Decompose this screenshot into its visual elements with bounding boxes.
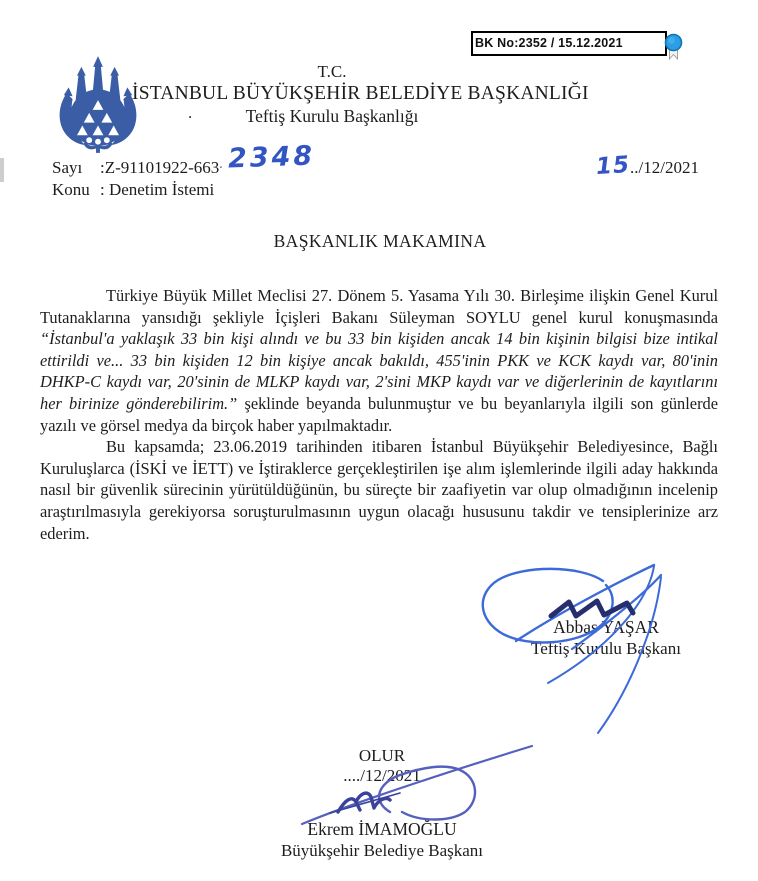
paragraph-1 xyxy=(40,285,718,436)
signer2-name: Ekrem İMAMOĞLU xyxy=(307,819,457,839)
signer2-title: Büyükşehir Belediye Başkanı xyxy=(280,841,484,860)
document-body xyxy=(40,285,718,544)
konu-value: : Denetim İstemi xyxy=(100,180,215,199)
approval-block xyxy=(282,746,482,786)
document-title: BAŞKANLIK MAKAMINA xyxy=(273,231,487,251)
sayi-handwritten-number: 2348 xyxy=(227,140,316,175)
date-handwritten-day: 15 xyxy=(595,151,631,181)
sayi-label: Sayı xyxy=(52,158,83,177)
approval-label: OLUR xyxy=(358,746,406,765)
document-date xyxy=(596,153,699,179)
ibb-logo xyxy=(54,56,142,154)
signer1-block xyxy=(456,616,756,660)
paragraph-1-lead: Türkiye Büyük Millet Meclisi 27. Dönem 5. Yasama Yılı 30. Birleşime ilişkin Genel Kurul Tutanaklarına yansıdığı şekliyle İçişleri Bakanı Süleyman SOYLU genel kurul konuşmasında xyxy=(40,286,718,327)
letterhead-dept: Teftiş Kurulu Başkanlığı xyxy=(245,106,419,126)
sayi-separator-dot: . xyxy=(219,156,223,172)
signer1-name: Abbas YAŞAR xyxy=(553,617,659,637)
konu-label: Konu xyxy=(52,180,90,199)
sayi-value: :Z-91101922-663 xyxy=(100,158,220,177)
paragraph-1-quote: “İstanbul'a yaklaşık 33 bin kişi alındı ve bu 33 bin kişiden ancak 14 bin kişinin bilgisi bize intikal ettirildi ve... 33 bin kişiden 12 bin kişiye ancak bakıldı, 455'inin PKK ve KCK kaydı var, 80'inin DHKP-C kaydı var, 20'sinin de MLKP kaydı var, 2'sini MKP kaydı var ve diğerlerinin de kayıtlarını her birinize gönderebilirim.” xyxy=(40,329,718,413)
signer2-block xyxy=(232,818,532,862)
approval-date: ..../12/2021 xyxy=(343,766,421,785)
bk-number-stamp xyxy=(471,31,667,56)
paragraph-2: Bu kapsamda; 23.06.2019 tarihinden itibaren İstanbul Büyükşehir Belediyesince, Bağlı Kuruluşlarca (İSKİ ve İETT) ve İştiraklerce gerçekleştirilen işe alım işlemlerinde ilgili aday hakkında nasıl bir güvenlik sürecinin yürütüldüğünün, bu süreçte bir zaafiyetin var olup olmadığının incelenip araştırılmasıyla gerekiyorsa soruşturulmasının uygun olacağı hususunu takdir ve tensiplerinize arz ederim. xyxy=(40,437,718,543)
scan-artifact xyxy=(0,158,4,182)
date-printed: ../12/2021 xyxy=(630,158,699,177)
ribbon-seal-icon xyxy=(662,33,685,61)
paragraph-1-tail: şeklinde beyanda bulunmuştur ve bu beyanlarıyla ilgili son günlerde yazılı ve görsel medya da birçok haber yapılmaktadır. xyxy=(40,393,718,435)
letterhead-tc: T.C. xyxy=(317,62,347,81)
letterhead-org: İSTANBUL BÜYÜKŞEHİR BELEDİYE BAŞKANLIĞI xyxy=(132,83,589,104)
signer1-title: Teftiş Kurulu Başkanı xyxy=(531,639,681,658)
bk-number-text: BK No:2352 / 15.12.2021 xyxy=(475,36,623,50)
stray-dot: . xyxy=(188,103,193,122)
